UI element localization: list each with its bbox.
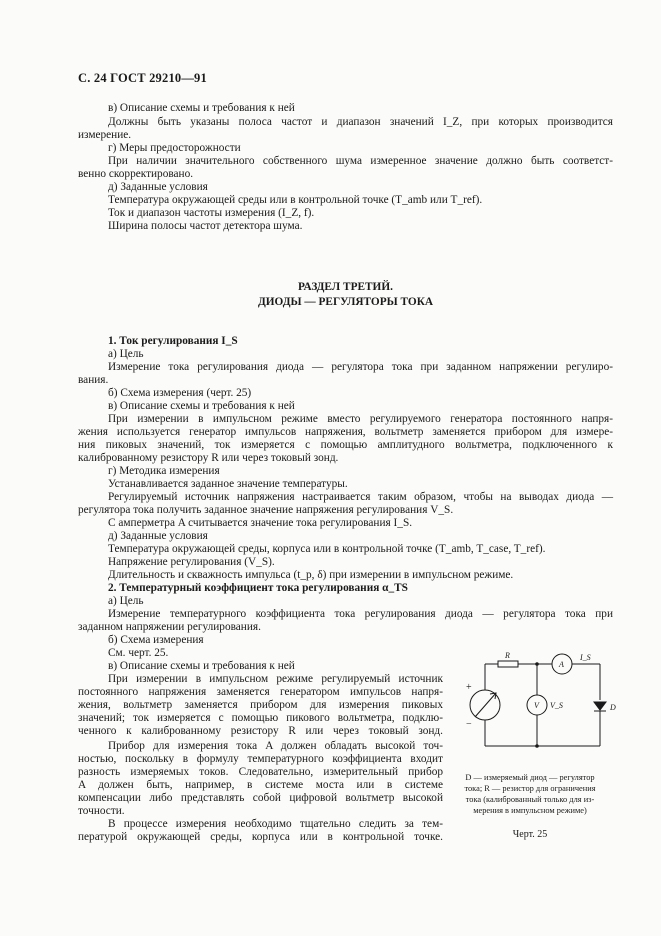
subheading: г) Меры предосторожности — [108, 142, 241, 154]
minus-label: − — [466, 719, 472, 730]
paragraph-line: точности. — [78, 805, 125, 817]
paragraph-line: В процессе измерения необходимо тщательно следить за тем- — [108, 818, 443, 830]
paragraph-line: Регулируемый источник напряжения настраивается таким образом, чтобы на выводах диода — — [108, 491, 613, 503]
paragraph-line: ченного к калиброванному резистору R или через токовый зонд. — [78, 725, 443, 737]
voltage-label: V_S — [550, 701, 563, 710]
subheading: в) Описание схемы и требования к ней — [108, 400, 295, 412]
section-subtitle: ДИОДЫ — РЕГУЛЯТОРЫ ТОКА — [257, 296, 434, 308]
paragraph-line: Устанавливается заданное значение температуры. — [108, 478, 348, 490]
junction-node — [535, 744, 539, 748]
paragraph-line: ния пиковых значений, ток измеряется с помощью амплитудного вольтметра, подключенного к — [78, 439, 613, 451]
ammeter-label: A — [559, 660, 564, 669]
figure-caption-line: мерения в импульсном режиме) — [473, 806, 587, 815]
paragraph-line: жения, вольтметр заменяется прибором для измерения пиковых — [78, 699, 443, 711]
paragraph-line: постоянного напряжения заменяется генератором импульсов напря- — [78, 686, 443, 698]
paragraph-line: регулятора тока получить заданное значение напряжения регулирования V_S. — [78, 504, 454, 516]
item-heading: 1. Ток регулирования I_S — [108, 335, 238, 347]
subheading: б) Схема измерения — [108, 634, 204, 646]
paragraph-line: Температура окружающей среды или в контрольной точке (T_amb или T_ref). — [108, 194, 483, 206]
subheading: в) Описание схемы и требования к ней — [108, 660, 295, 672]
paragraph-line: При наличии значительного собственного шума измеренное значение должно быть соответст- — [108, 155, 613, 167]
subheading: б) Схема измерения (черт. 25) — [108, 387, 252, 399]
paragraph-line: ностью, поскольку в формулу температурного коэффициента входит — [78, 753, 443, 765]
paragraph-line: разность измеряемых токов. Следовательно, измерительный прибор — [78, 766, 443, 778]
paragraph-line: Ток и диапазон частоты измерения (I_Z, f). — [108, 207, 315, 219]
item-heading: 2. Температурный коэффициент тока регулирования α_TS — [108, 582, 408, 594]
paragraph-line: Напряжение регулирования (V_S). — [108, 556, 275, 568]
diode-symbol — [594, 702, 606, 710]
paragraph-line: Измерение тока регулирования диода — регулятора тока при заданном напряжении регулиро- — [108, 361, 613, 373]
paragraph-line: Длительность и скважность импульса (t_p, δ) при измерении в импульсном режиме. — [108, 569, 514, 581]
paragraph-line: компенсации либо представлять собой цифровой вольтметр высокой — [78, 792, 443, 804]
subheading: д) Заданные условия — [108, 181, 208, 193]
paragraph-line: Должны быть указаны полоса частот и диапазон значений I_Z, при которых производится — [108, 116, 613, 128]
paragraph-line: Ширина полосы частот детектора шума. — [108, 220, 303, 232]
subheading: а) Цель — [108, 595, 144, 607]
subheading: г) Методика измерения — [108, 465, 220, 477]
paragraph-line: См. черт. 25. — [108, 647, 169, 659]
paragraph-line: Температура окружающей среды, корпуса или в контрольной точке (T_amb, T_case, T_ref). — [108, 543, 546, 555]
paragraph-line: значений; ток измеряется с помощью пикового вольтметра, подклю- — [78, 712, 443, 724]
diode-label: D — [610, 703, 616, 712]
resistor-symbol — [498, 661, 518, 667]
subheading: а) Цель — [108, 348, 144, 360]
figure-caption-line: тока (калиброванный только для из- — [465, 795, 595, 804]
paragraph-line: заданном напряжении регулирования. — [78, 621, 261, 633]
paragraph-line: венно скорректировано. — [78, 168, 194, 180]
subheading: д) Заданные условия — [108, 530, 208, 542]
paragraph-line: При измерении в импульсном режиме вместо регулируемого генератора постоянного напря- — [108, 413, 613, 425]
paragraph-line: Прибор для измерения тока A должен обладать высокой точ- — [108, 740, 443, 752]
paragraph-line: измерение. — [78, 129, 132, 141]
subheading: в) Описание схемы и требования к ней — [108, 102, 295, 114]
current-label: I_S — [580, 653, 591, 662]
paragraph-line: С амперметра A считывается значение тока регулирования I_S. — [108, 517, 413, 529]
paragraph-line: A должен быть, например, в системе моста или в системе — [78, 779, 443, 791]
page-header: С. 24 ГОСТ 29210—91 — [78, 71, 207, 85]
junction-node — [535, 662, 539, 666]
paragraph-line: При измерении в импульсном режиме регулируемый источник — [108, 673, 443, 685]
plus-label: + — [466, 682, 472, 693]
resistor-label: R — [505, 651, 510, 660]
circuit-diagram — [455, 650, 625, 760]
figure-number: Черт. 25 — [512, 829, 548, 840]
figure-caption-line: тока; R — резистор для ограничения — [464, 784, 596, 793]
source-adjust-arrow — [475, 693, 496, 717]
paragraph-line: вания. — [78, 374, 109, 386]
voltmeter-label: V — [534, 701, 539, 710]
figure-caption-line: D — измеряемый диод — регулятор — [465, 773, 595, 782]
paragraph-line: Измерение температурного коэффициента тока регулирования диода — регулятора тока при — [108, 608, 613, 620]
paragraph-line: калиброванному резистору R или через токовый зонд. — [78, 452, 339, 464]
paragraph-line: пературой окружающей среды, корпуса или в контрольной точке. — [78, 831, 443, 843]
section-title: РАЗДЕЛ ТРЕТИЙ. — [298, 281, 393, 293]
paragraph-line: жения используется генератор импульсов напряжения, вольтметр заменяется прибором для измере- — [78, 426, 613, 438]
